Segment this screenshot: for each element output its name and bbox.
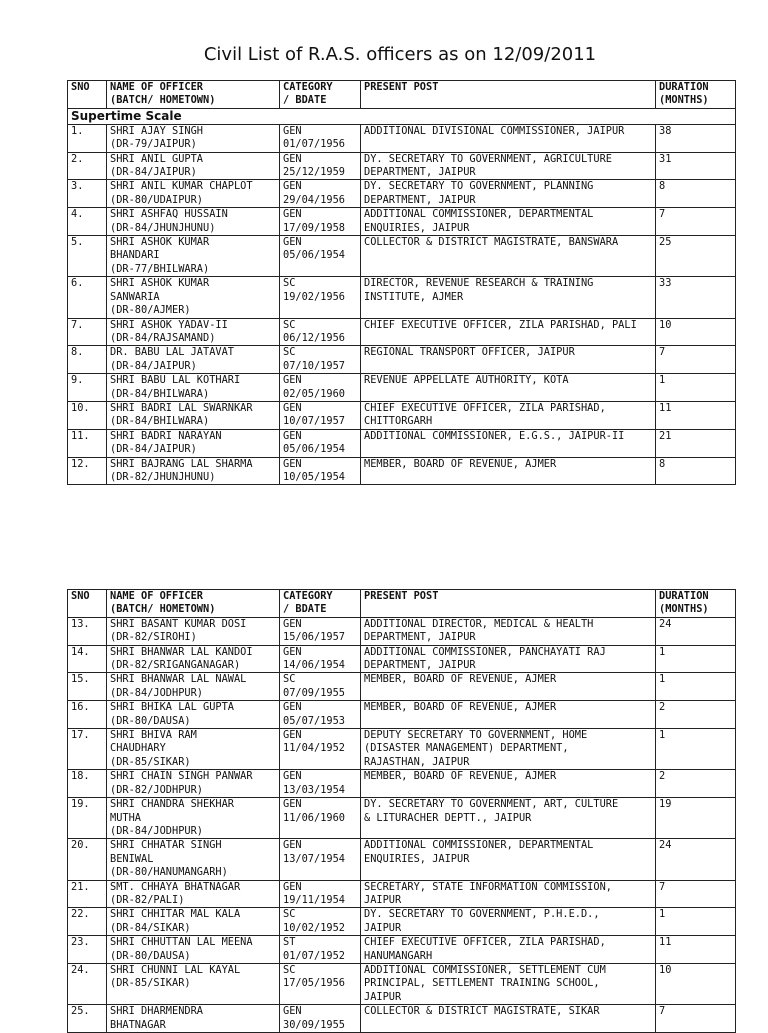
cell-sno: 24. (68, 963, 107, 1004)
cell-officer-name: SHRI CHAIN SINGH PANWAR (DR-82/JODHPUR) (107, 770, 280, 798)
cell-officer-name: SHRI ANIL KUMAR CHAPLOT (DR-80/UDAIPUR) (107, 180, 280, 208)
cell-sno: 11. (68, 429, 107, 457)
cell-present-post: SECRETARY, STATE INFORMATION COMMISSION, JAIPUR (361, 880, 656, 908)
cell-officer-name: SHRI CHUNNI LAL KAYAL (DR-85/SIKAR) (107, 963, 280, 1004)
header-present-post: PRESENT POST (361, 81, 656, 109)
table-row (68, 701, 736, 729)
cell-present-post: CHIEF EXECUTIVE OFFICER, ZILA PARISHAD, HANUMANGARH (361, 936, 656, 964)
cell-category: SC 17/05/1956 (280, 963, 361, 1004)
cell-category: GEN 15/06/1957 (280, 617, 361, 645)
cell-sno: 5. (68, 236, 107, 277)
table-row (68, 798, 736, 839)
cell-present-post: DEPUTY SECRETARY TO GOVERNMENT, HOME (DISASTER MANAGEMENT) DEPARTMENT, RAJASTHAN, JAIPUR (361, 729, 656, 770)
table-row (68, 645, 736, 673)
header-duration: DURATION (MONTHS) (656, 81, 736, 109)
cell-category: GEN 30/09/1955 (280, 1005, 361, 1033)
cell-category: SC 06/12/1956 (280, 318, 361, 346)
cell-duration: 8 (656, 180, 736, 208)
table-row (68, 770, 736, 798)
table-row (68, 236, 736, 277)
cell-officer-name: SHRI BHIVA RAM CHAUDHARY (DR-85/SIKAR) (107, 729, 280, 770)
cell-present-post: ADDITIONAL COMMISSIONER, DEPARTMENTAL ENQUIRIES, JAIPUR (361, 208, 656, 236)
header-category: CATEGORY / BDATE (280, 81, 361, 109)
cell-officer-name: SHRI BHANWAR LAL KANDOI (DR-82/SRIGANGANAGAR) (107, 645, 280, 673)
cell-officer-name: SHRI AJAY SINGH (DR-79/JAIPUR) (107, 124, 280, 152)
cell-present-post: COLLECTOR & DISTRICT MAGISTRATE, SIKAR (361, 1005, 656, 1033)
cell-present-post: DY. SECRETARY TO GOVERNMENT, AGRICULTURE DEPARTMENT, JAIPUR (361, 152, 656, 180)
table-row (68, 936, 736, 964)
cell-sno: 9. (68, 374, 107, 402)
table-row (68, 346, 736, 374)
cell-duration: 24 (656, 839, 736, 880)
cell-sno: 4. (68, 208, 107, 236)
cell-sno: 8. (68, 346, 107, 374)
cell-category: SC 07/09/1955 (280, 673, 361, 701)
table-row (68, 374, 736, 402)
cell-category: GEN 11/06/1960 (280, 798, 361, 839)
header-present-post: PRESENT POST (361, 590, 656, 618)
table-row (68, 457, 736, 485)
header-sno: SNO (68, 590, 107, 618)
table-row (68, 963, 736, 1004)
cell-sno: 13. (68, 617, 107, 645)
table-header-row (68, 590, 736, 618)
civil-list-table-1 (67, 80, 736, 485)
cell-officer-name: SHRI ANIL GUPTA (DR-84/JAIPUR) (107, 152, 280, 180)
cell-category: GEN 14/06/1954 (280, 645, 361, 673)
cell-duration: 31 (656, 152, 736, 180)
cell-sno: 16. (68, 701, 107, 729)
cell-officer-name: DR. BABU LAL JATAVAT (DR-84/JAIPUR) (107, 346, 280, 374)
cell-present-post: ADDITIONAL COMMISSIONER, DEPARTMENTAL ENQUIRIES, JAIPUR (361, 839, 656, 880)
cell-sno: 15. (68, 673, 107, 701)
cell-officer-name: SHRI CHHUTTAN LAL MEENA (DR-80/DAUSA) (107, 936, 280, 964)
table-row (68, 152, 736, 180)
cell-category: GEN 29/04/1956 (280, 180, 361, 208)
cell-category: SC 10/02/1952 (280, 908, 361, 936)
cell-duration: 7 (656, 1005, 736, 1033)
cell-officer-name: SHRI BABU LAL KOTHARI (DR-84/BHILWARA) (107, 374, 280, 402)
cell-present-post: COLLECTOR & DISTRICT MAGISTRATE, BANSWARA (361, 236, 656, 277)
cell-present-post: CHIEF EXECUTIVE OFFICER, ZILA PARISHAD, CHITTORGARH (361, 401, 656, 429)
civil-list-table-2 (67, 589, 736, 1033)
table-row (68, 880, 736, 908)
cell-category: GEN 05/07/1953 (280, 701, 361, 729)
table-row (68, 401, 736, 429)
cell-duration: 2 (656, 701, 736, 729)
cell-sno: 22. (68, 908, 107, 936)
cell-category: GEN 05/06/1954 (280, 429, 361, 457)
table-row (68, 673, 736, 701)
cell-sno: 14. (68, 645, 107, 673)
cell-category: GEN 13/07/1954 (280, 839, 361, 880)
cell-category: GEN 11/04/1952 (280, 729, 361, 770)
cell-duration: 11 (656, 936, 736, 964)
cell-officer-name: SHRI CHHATAR SINGH BENIWAL (DR-80/HANUMANGARH) (107, 839, 280, 880)
cell-duration: 10 (656, 963, 736, 1004)
cell-duration: 24 (656, 617, 736, 645)
cell-category: GEN 25/12/1959 (280, 152, 361, 180)
cell-sno: 6. (68, 277, 107, 318)
cell-officer-name: SHRI BHANWAR LAL NAWAL (DR-84/JODHPUR) (107, 673, 280, 701)
cell-category: GEN 05/06/1954 (280, 236, 361, 277)
cell-duration: 19 (656, 798, 736, 839)
cell-sno: 18. (68, 770, 107, 798)
cell-duration: 1 (656, 673, 736, 701)
cell-duration: 2 (656, 770, 736, 798)
cell-duration: 7 (656, 208, 736, 236)
cell-officer-name: SHRI ASHOK YADAV-II (DR-84/RAJSAMAND) (107, 318, 280, 346)
table-row (68, 729, 736, 770)
cell-sno: 21. (68, 880, 107, 908)
cell-duration: 7 (656, 880, 736, 908)
table-row (68, 429, 736, 457)
cell-present-post: CHIEF EXECUTIVE OFFICER, ZILA PARISHAD, PALI (361, 318, 656, 346)
cell-duration: 7 (656, 346, 736, 374)
cell-category: GEN 13/03/1954 (280, 770, 361, 798)
header-duration: DURATION (MONTHS) (656, 590, 736, 618)
cell-present-post: ADDITIONAL COMMISSIONER, E.G.S., JAIPUR-II (361, 429, 656, 457)
cell-sno: 17. (68, 729, 107, 770)
cell-present-post: REVENUE APPELLATE AUTHORITY, KOTA (361, 374, 656, 402)
table-2-body (68, 617, 736, 1032)
table-row (68, 908, 736, 936)
cell-duration: 33 (656, 277, 736, 318)
cell-duration: 25 (656, 236, 736, 277)
cell-officer-name: SHRI DHARMENDRA BHATNAGAR (107, 1005, 280, 1033)
cell-duration: 10 (656, 318, 736, 346)
cell-present-post: MEMBER, BOARD OF REVENUE, AJMER (361, 701, 656, 729)
cell-present-post: DY. SECRETARY TO GOVERNMENT, ART, CULTURE & LITURACHER DEPTT., JAIPUR (361, 798, 656, 839)
cell-duration: 21 (656, 429, 736, 457)
table-row (68, 1005, 736, 1033)
cell-present-post: ADDITIONAL DIRECTOR, MEDICAL & HEALTH DEPARTMENT, JAIPUR (361, 617, 656, 645)
table-row (68, 617, 736, 645)
table-header-row (68, 81, 736, 109)
table-row (68, 180, 736, 208)
cell-officer-name: SHRI BASANT KUMAR DOSI (DR-82/SIROHI) (107, 617, 280, 645)
cell-duration: 1 (656, 908, 736, 936)
cell-category: SC 07/10/1957 (280, 346, 361, 374)
cell-present-post: ADDITIONAL COMMISSIONER, PANCHAYATI RAJ DEPARTMENT, JAIPUR (361, 645, 656, 673)
cell-duration: 1 (656, 729, 736, 770)
cell-officer-name: SHRI BAJRANG LAL SHARMA (DR-82/JHUNJHUNU) (107, 457, 280, 485)
cell-sno: 10. (68, 401, 107, 429)
cell-officer-name: SHRI BADRI NARAYAN (DR-84/JAIPUR) (107, 429, 280, 457)
cell-present-post: DY. SECRETARY TO GOVERNMENT, P.H.E.D., JAIPUR (361, 908, 656, 936)
cell-duration: 11 (656, 401, 736, 429)
table-row (68, 318, 736, 346)
cell-sno: 20. (68, 839, 107, 880)
cell-sno: 25. (68, 1005, 107, 1033)
cell-officer-name: SHRI BADRI LAL SWARNKAR (DR-84/BHILWARA) (107, 401, 280, 429)
cell-present-post: DIRECTOR, REVENUE RESEARCH & TRAINING INSTITUTE, AJMER (361, 277, 656, 318)
cell-duration: 8 (656, 457, 736, 485)
header-category: CATEGORY / BDATE (280, 590, 361, 618)
cell-present-post: REGIONAL TRANSPORT OFFICER, JAIPUR (361, 346, 656, 374)
document-title: Civil List of R.A.S. officers as on 12/09/2011 (203, 44, 597, 65)
header-officer-name: NAME OF OFFICER (BATCH/ HOMETOWN) (107, 590, 280, 618)
header-sno: SNO (68, 81, 107, 109)
table-row (68, 124, 736, 152)
cell-present-post: MEMBER, BOARD OF REVENUE, AJMER (361, 673, 656, 701)
table-1-body (68, 124, 736, 485)
cell-present-post: MEMBER, BOARD OF REVENUE, AJMER (361, 770, 656, 798)
cell-category: GEN 02/05/1960 (280, 374, 361, 402)
cell-duration: 38 (656, 124, 736, 152)
cell-sno: 1. (68, 124, 107, 152)
cell-sno: 3. (68, 180, 107, 208)
cell-category: ST 01/07/1952 (280, 936, 361, 964)
cell-officer-name: SMT. CHHAYA BHATNAGAR (DR-82/PALI) (107, 880, 280, 908)
cell-officer-name: SHRI ASHOK KUMAR BHANDARI (DR-77/BHILWARA) (107, 236, 280, 277)
cell-officer-name: SHRI ASHOK KUMAR SANWARIA (DR-80/AJMER) (107, 277, 280, 318)
cell-sno: 12. (68, 457, 107, 485)
cell-officer-name: SHRI CHHITAR MAL KALA (DR-84/SIKAR) (107, 908, 280, 936)
cell-present-post: DY. SECRETARY TO GOVERNMENT, PLANNING DEPARTMENT, JAIPUR (361, 180, 656, 208)
table-row (68, 839, 736, 880)
section-row (68, 108, 736, 124)
header-officer-name: NAME OF OFFICER (BATCH/ HOMETOWN) (107, 81, 280, 109)
cell-officer-name: SHRI BHIKA LAL GUPTA (DR-80/DAUSA) (107, 701, 280, 729)
cell-officer-name: SHRI CHANDRA SHEKHAR MUTHA (DR-84/JODHPUR) (107, 798, 280, 839)
cell-category: GEN 01/07/1956 (280, 124, 361, 152)
cell-duration: 1 (656, 645, 736, 673)
cell-category: SC 19/02/1956 (280, 277, 361, 318)
cell-sno: 23. (68, 936, 107, 964)
table-row (68, 208, 736, 236)
cell-category: GEN 10/05/1954 (280, 457, 361, 485)
cell-present-post: ADDITIONAL DIVISIONAL COMMISSIONER, JAIPUR (361, 124, 656, 152)
cell-present-post: ADDITIONAL COMMISSIONER, SETTLEMENT CUM PRINCIPAL, SETTLEMENT TRAINING SCHOOL, JAIPUR (361, 963, 656, 1004)
cell-category: GEN 19/11/1954 (280, 880, 361, 908)
cell-officer-name: SHRI ASHFAQ HUSSAIN (DR-84/JHUNJHUNU) (107, 208, 280, 236)
table-row (68, 277, 736, 318)
cell-sno: 7. (68, 318, 107, 346)
cell-category: GEN 10/07/1957 (280, 401, 361, 429)
cell-duration: 1 (656, 374, 736, 402)
cell-present-post: MEMBER, BOARD OF REVENUE, AJMER (361, 457, 656, 485)
cell-sno: 19. (68, 798, 107, 839)
section-label: Supertime Scale (68, 108, 736, 124)
cell-category: GEN 17/09/1958 (280, 208, 361, 236)
cell-sno: 2. (68, 152, 107, 180)
